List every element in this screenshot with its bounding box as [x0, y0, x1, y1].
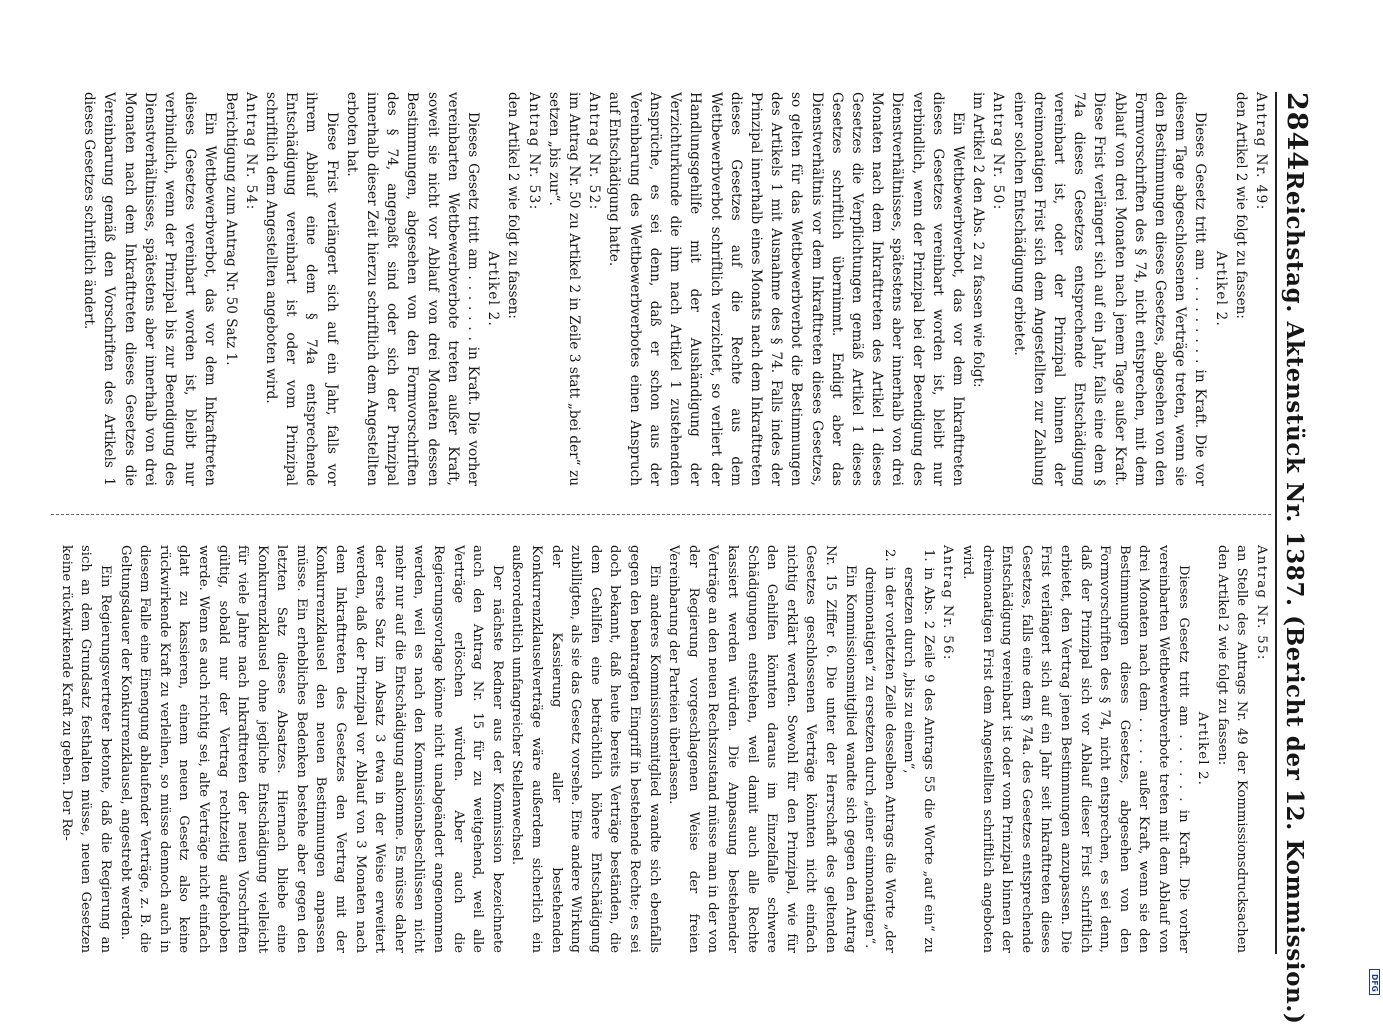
motion-heading: Antrag Nr. 54:: [242, 92, 259, 211]
paragraph: Ein Kommissionsmitglied wandte sich gegen den Antrag Nr. 15 Ziffer 6. Die unter der Herrschaft des geltenden Gesetzes geschlossenen Verträge könnten nicht einfach nichtig erklärt werden. Sowohl für den Prinzipal, wie für den Gehilfen könnten daraus im Einzelfalle schwere Schädigungen entstehen, weil damit auch alle Rechte kassiert werden würden. Die Anpassung bestehender Verträge an den neuen Rechtszustand müsse man in der von der Regierung vorgeschlagenen Weise der freien Vereinbarung der Parteien überlassen.: [666, 545, 858, 953]
dfg-logo-text: DFG: [1370, 973, 1379, 993]
paragraph: Ein Wettbewerbverbot, das vor dem Inkrafttreten dieses Gesetzes vereinbart worden ist, bleibt nur verbindlich, wenn der Prinzipal bis zur Beendigung des Dienstverhältnisses, spätestens aber innerhalb von drei Monaten nach dem Inkrafttreten dieses Gesetzes die Vereinbarung gemäß den Vorschriften des Artikels 1 dieses Gesetzes schriftlich ändert.: [81, 92, 219, 486]
paragraph: im Artikel 2 den Abs. 2 zu fassen wie folgt:: [970, 92, 987, 388]
right-column: [56, 545, 1271, 953]
paragraph: Ein Regierungsvertreter betonte, daß die Regierung an sich an dem Grundsatz festhalten müsse, neuen Gesetzen keine rückwirkende Kraft zu geben. Der Re-: [58, 545, 113, 953]
paragraph: Dieses Gesetz tritt am . . . . . . . in Kraft. Die vorher vereinbarten Wettbewerbverbote treten außer Kraft, soweit sie nicht vor Ablauf von drei Monaten dessen Bestimmungen, abgesehen von den Formvorschriften des § 74, angepaßt sind oder sich der Prinzipal innerhalb dieser Zeit hierzu schriftlich dem Angestellten erboten hat.: [343, 92, 482, 486]
left-column: [79, 92, 1271, 486]
motion-heading: Antrag Nr. 55:: [1254, 545, 1269, 661]
article-heading: Artikel 2.: [485, 250, 502, 328]
paragraph: Dieses Gesetz tritt am . . . . . . in Kraft. Die vorher vereinbarten Wettbewerbverbote treten mit dem Ablauf von drei Monaten nach dem . . . . . außer Kraft, wenn sie den Bestimmungen dieses Gesetzes, abgesehen von den Formvorschriften des § 74, nicht entsprechen, es sei denn, daß der Prinzipal sich vor Ablauf dieser Frist schriftlich erbietet, den Vertrag jenen Bestimmungen anzupassen. Die Frist verlängert sich auf ein Jahr seit Inkrafttreten dieses Gesetzes, falls eine dem § 74a. des Gesetzes entsprechende Entschädigung vereinbart ist oder vom Prinzipal binnen der dreimonatigen Frist dem Angestellten schriftlich angeboten wird.: [960, 545, 1191, 953]
paragraph: Berichtigung zum Antrag Nr. 50 Satz 1.: [222, 92, 239, 366]
paragraph: den Artikel 2 wie folgt zu fassen:: [505, 92, 522, 319]
paragraph: Ein anderes Kommissionsmitglied wandte sich ebenfalls gegen den beantragten Eingriff in bestehende Rechte; es sei doch bekannt, daß heute bereits Verträge beständen, die dem Gehilfen eine beträchtlich höhere Entschädigung zubilligten, als sie das Gesetz vorsehe. Eine andere Wirkung der Kassierung aller bestehenden Konkurrenzklauselverträge wäre außerdem sicherlich ein außerordentlich umfangreicher Stellenwechsel.: [509, 545, 662, 953]
paragraph: im Antrag Nr. 50 zu Artikel 2 in Zeile 3 statt „bei der“ zu setzen „bis zur“.: [545, 92, 583, 486]
motion-heading: Antrag Nr. 53:: [525, 92, 542, 211]
motion-heading: Antrag Nr. 49:: [1253, 92, 1269, 211]
article-heading: Artikel 2.: [1195, 711, 1211, 787]
page-number: 2844: [1281, 92, 1312, 172]
numbered-item: 1. in Abs. 2 Zeile 9 des Antrags 55 die Worte „auf ein“ zu ersetzen durch „bis zu einem“,: [901, 549, 936, 953]
paragraph: den Artikel 2 wie folgt zu fassen:: [1232, 92, 1249, 319]
page-header: [1275, 92, 1321, 1024]
paragraph: Diese Frist verlängert sich auf ein Jahr, falls vor ihrem Ablauf eine dem § 74a entsprechende Entschädigung vereinbart ist oder vom Prinzipal schriftlich dem Angestellten angeboten wird.: [263, 92, 340, 486]
numbered-item: 2. in der vorletzten Zeile desselben Antrags die Worte „der dreimonatigen“ zu ersetzen durch „einer einmonatigen“.: [862, 549, 897, 953]
running-title: Reichstag. Aktenstück Nr. 1387. (Bericht der 12. Kommission.): [1281, 171, 1308, 1024]
paragraph: Ein Wettbewerbverbot, das vor dem Inkrafttreten dieses Gesetzes vereinbart worden ist, bleibt nur verbindlich, wenn der Prinzipal bei der Beendigung des Dienstverhältnisses, spätestens aber innerhalb von drei Monaten nach dem Inkrafttreten des Artikel 1 dieses Gesetzes die Verpflichtungen gemäß Artikel 1 dieses Gesetzes schriftlich übernimmt. Endigt aber das Dienstverhältnis vor dem Inkrafttreten dieses Gesetzes, so gelten für das Wettbewerbverbot die Bestimmungen des Artikels 1 mit Ausnahme des § 74. Falls indes der Prinzipal innerhalb eines Monats nach dem Inkrafttreten dieses Gesetzes auf die Rechte aus dem Wettbewerbverbot schriftlich verzichtet, so verliert der Handlungsgehilfe mit der Aushändigung der Verzichturkunde die ihm nach Artikel 1 zustehenden Ansprüche, es sei denn, daß er schon aus der Vereinbarung des Wettbewerbverbotes einen Anspruch auf Entschädigung hatte.: [606, 92, 966, 486]
motion-heading: Antrag Nr. 50:: [990, 92, 1007, 211]
article-heading: Artikel 2.: [1212, 250, 1229, 328]
paragraph: Dieses Gesetz tritt am . . . . . . . . . in Kraft. Die vor diesem Tage abgeschlossenen Verträge treten, wenn sie den Bestimmungen dieses Gesetzes, abgesehen von den Formvorschriften des § 74, nicht entsprechen, mit dem Ablauf von drei Monaten nach jenem Tage außer Kraft. Diese Frist verlängert sich auf ein Jahr, falls eine dem § 74a dieses Gesetzes entsprechende Entschädigung vereinbart ist, oder der Prinzipal binnen der dreimonatigen Frist sich dem Angestellten zur Zahlung einer solchen Entschädigung erbietet.: [1010, 92, 1209, 486]
dfg-logo: [1369, 969, 1380, 995]
paragraph: an Stelle des Antrags Nr. 49 der Kommissionsdrucksachen den Artikel 2 wie folgt zu fassen:: [1214, 545, 1250, 953]
paragraph: Der nächste Redner aus der Kommission bezeichnete auch den Antrag Nr. 15 für zu weitgehend, weil alle Verträge erlöschen würden. Aber auch die Regierungsvorlage könne nicht unabgeändert angenommen werden, weil es nach den Kommissionsbeschlüssen nicht mehr nur auf die Entschädigung ankomme. Es müsse daher der erste Satz im Absatz 3 etwa in der Weise erweitert werden, daß der Prinzipal vor Ablauf von 3 Monaten nach dem Inkrafttreten des Gesetzes den Vertrag mit der Konkurrenzklausel den neuen Bestimmungen anpassen müsse. Ein erhebliches Bedenken bestehe aber gegen den letzten Satz dieses Absatzes. Hiernach bliebe eine Konkurrenzklausel ohne jegliche Entschädigung vielleicht für viele Jahre nach Inkrafttreten der neuen Vorschriften gültig, sobald nur der Vertrag rechtzeitig aufgehoben werde. Wenn es auch richtig sei, alte Verträge nicht einfach glatt zu kassieren, einem neuen Gesetz also keine rückwirkende Kraft zu verleihen, so müsse dennoch auch in diesem Falle eine Einengung ablaufender Verträge, z. B. die Geltungsdauer der Konkurrenzklausel, angestrebt werden.: [117, 545, 505, 953]
column-divider: [51, 514, 1271, 515]
motion-heading: Antrag Nr. 52:: [586, 92, 603, 211]
motion-heading: Antrag Nr. 56:: [940, 545, 956, 661]
